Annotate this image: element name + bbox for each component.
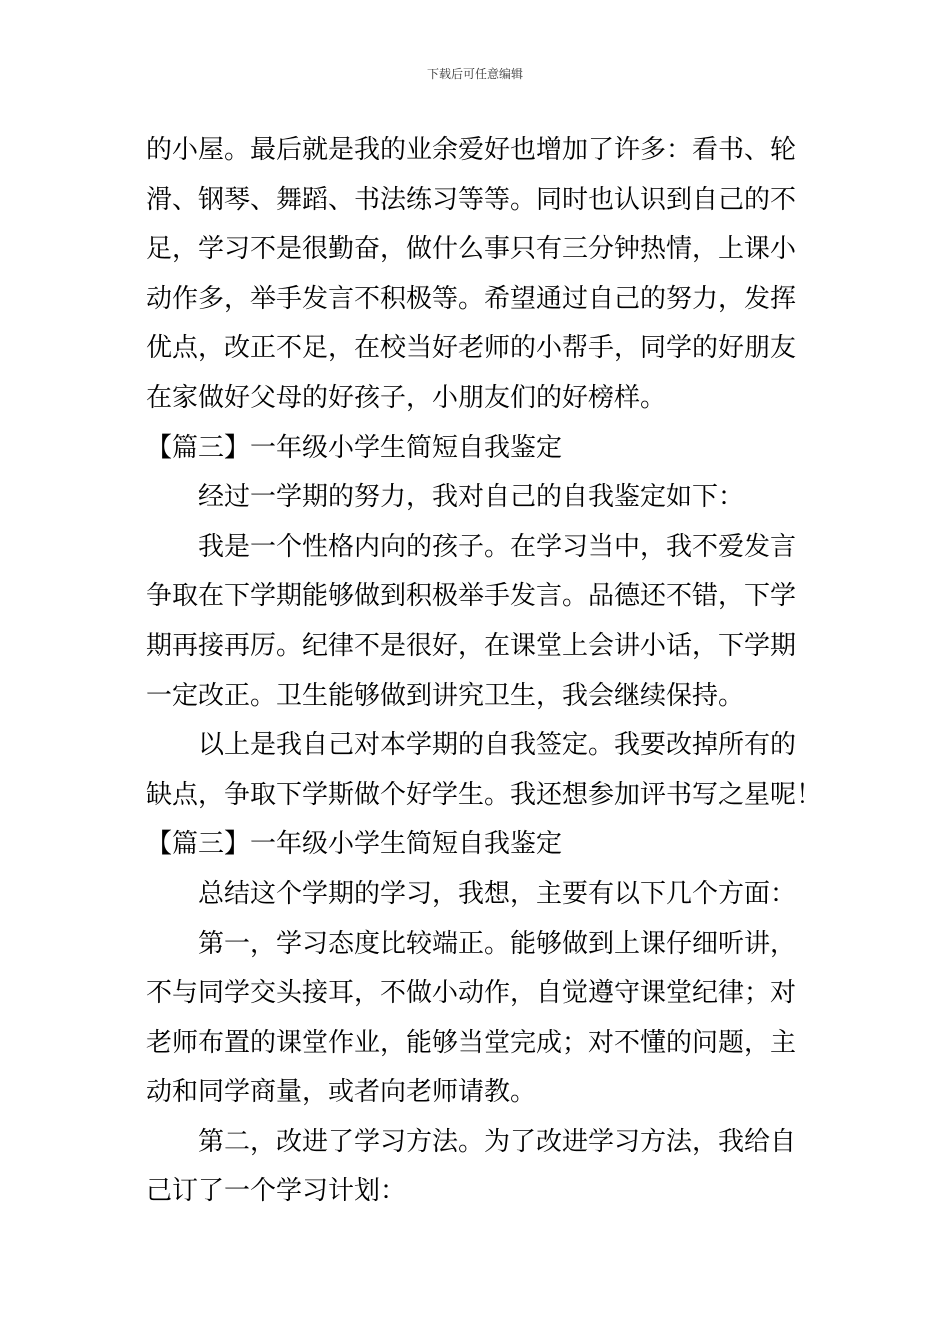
text-line: 一定改正。卫生能够做到讲究卫生，我会继续保持。 <box>146 680 745 711</box>
text-line: 总结这个学期的学习，我想，主要有以下几个方面： <box>198 878 797 909</box>
text-line: 第一，学习态度比较端正。能够做到上课仔细听讲， <box>198 928 797 959</box>
text-line: 期再接再厉。纪律不是很好，在课堂上会讲小话，下学期 <box>146 630 797 661</box>
text-line: 不与同学交头接耳，不做小动作，自觉遵守课堂纪律；对 <box>146 978 797 1009</box>
section-heading: 【篇三】一年级小学生简短自我鉴定 <box>146 829 563 860</box>
document-body <box>146 126 823 1217</box>
section-heading: 【篇三】一年级小学生简短自我鉴定 <box>146 432 563 463</box>
text-line: 在家做好父母的好孩子，小朋友们的好榜样。 <box>146 382 667 413</box>
text-line: 足，学习不是很勤奋，做什么事只有三分钟热情，上课小 <box>146 234 797 265</box>
text-line: 争取在下学期能够做到积极举手发言。品德还不错，下学 <box>146 581 797 612</box>
text-line: 第二，改进了学习方法。为了改进学习方法，我给自 <box>198 1126 797 1157</box>
header-note: 下载后可任意编辑 <box>426 67 523 81</box>
text-line: 动作多，举手发言不积极等。希望通过自己的努力，发挥 <box>146 283 797 314</box>
text-line: 缺点，争取下学斯做个好学生。我还想参加评书写之星呢！ <box>146 779 823 810</box>
text-line: 滑、钢琴、舞蹈、书法练习等等。同时也认识到自己的不 <box>146 184 797 215</box>
text-line: 动和同学商量，或者向老师请教。 <box>146 1077 537 1108</box>
text-line: 经过一学期的努力，我对自己的自我鉴定如下： <box>198 482 745 513</box>
text-line: 的小屋。最后就是我的业余爱好也增加了许多：看书、轮 <box>146 135 797 165</box>
text-line: 老师布置的课堂作业，能够当堂完成；对不懂的问题，主 <box>146 1027 797 1058</box>
text-line: 以上是我自己对本学期的自我签定。我要改掉所有的 <box>198 730 797 761</box>
text-line: 我是一个性格内向的孩子。在学习当中，我不爱发言 <box>198 531 797 562</box>
text-line: 优点，改正不足，在校当好老师的小帮手，同学的好朋友 <box>146 333 797 364</box>
text-line: 己订了一个学习计划： <box>146 1176 407 1207</box>
